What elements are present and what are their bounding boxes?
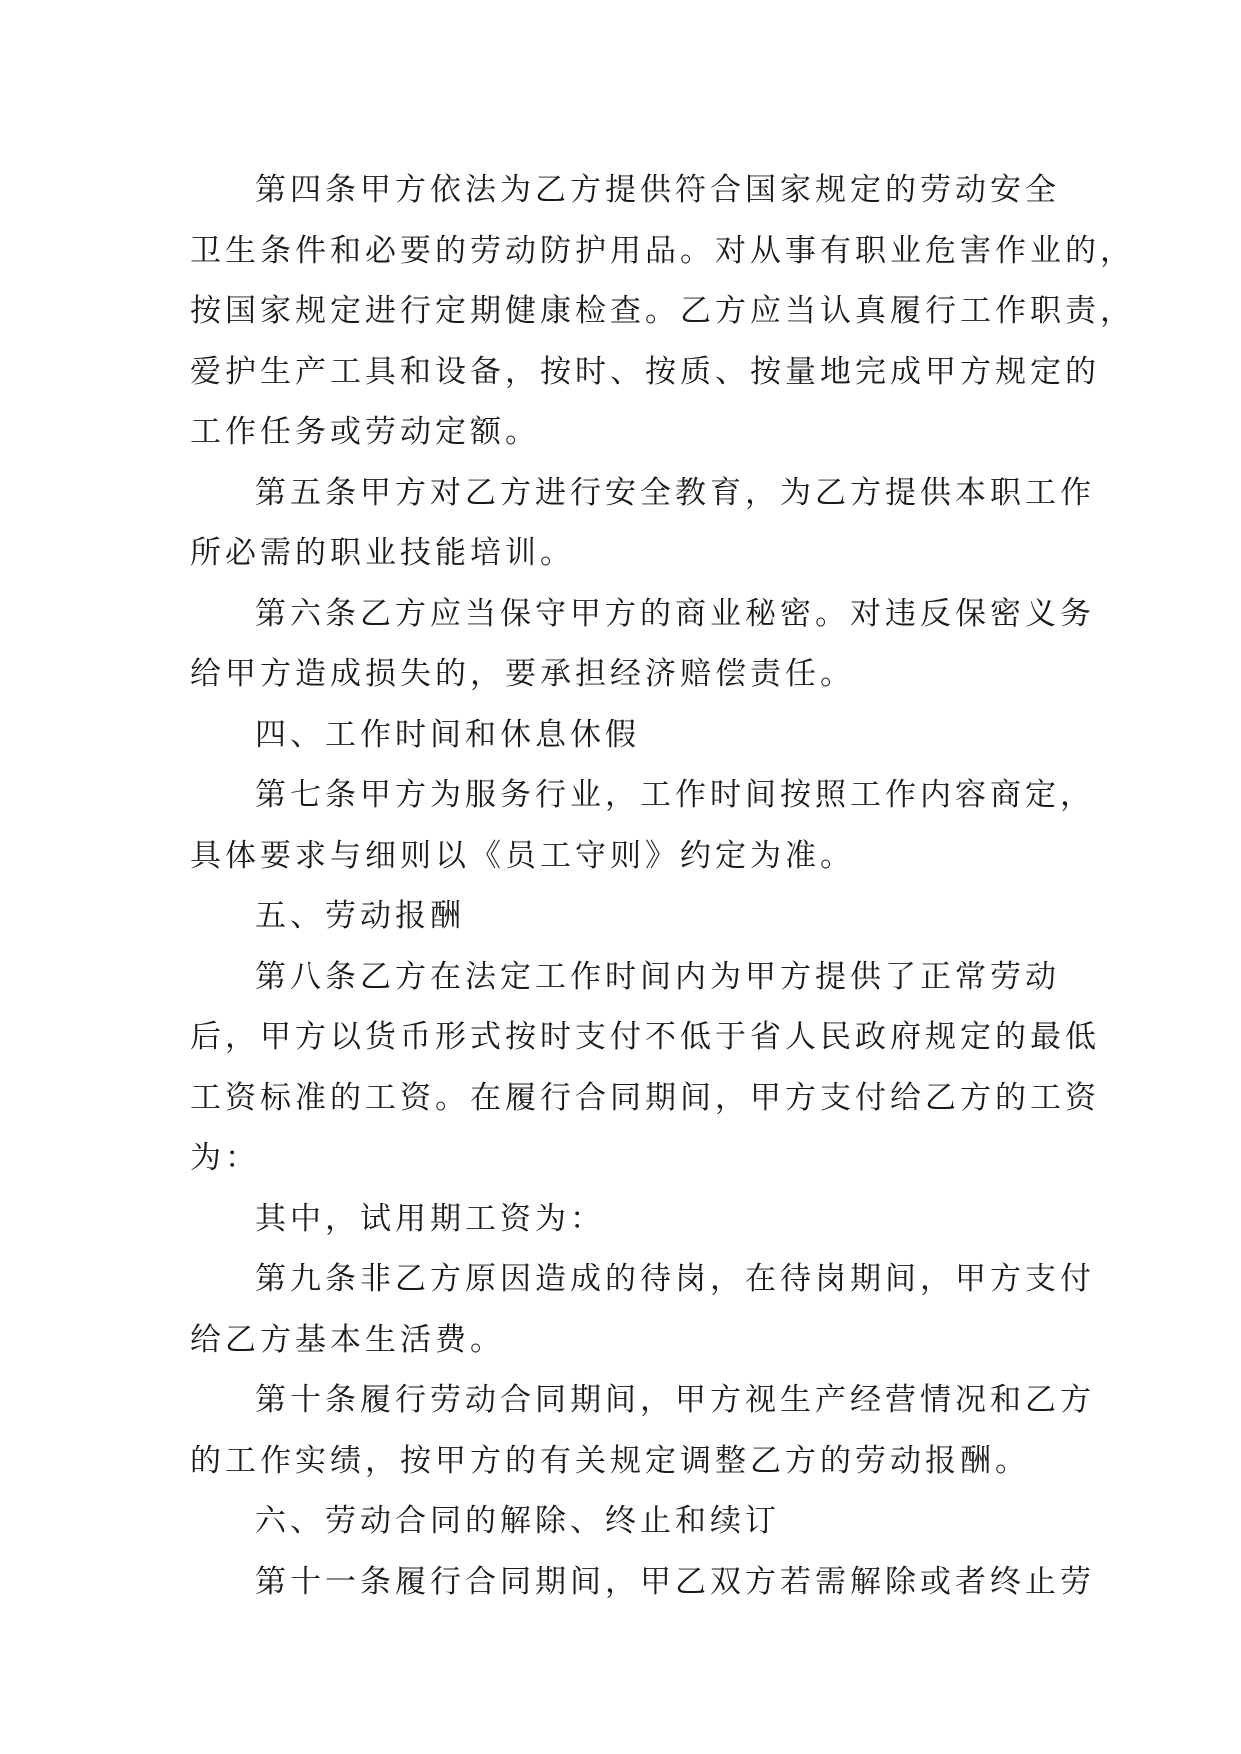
article-9-line-1: 第九条非乙方原因造成的待岗，在待岗期间，甲方支付 — [255, 1261, 1095, 1297]
article-7-line-1: 第七条甲方为服务行业，工作时间按照工作内容商定， — [255, 777, 1095, 813]
article-11-line-1: 第十一条履行合同期间，甲乙双方若需解除或者终止劳 — [255, 1563, 1095, 1600]
section-5-heading: 五、劳动报酬 — [255, 898, 465, 934]
article-8-line-1: 第八条乙方在法定工作时间内为甲方提供了正常劳动 — [255, 958, 1060, 995]
article-4-line-1: 第四条甲方依法为乙方提供符合国家规定的劳动安全 — [255, 172, 1060, 208]
document-body — [190, 160, 1135, 1612]
article-6-line-1: 第六条乙方应当保守甲方的商业秘密。对违反保密义务 — [255, 595, 1095, 632]
article-10-line-1: 第十条履行劳动合同期间，甲方视生产经营情况和乙方 — [255, 1382, 1095, 1418]
section-4-heading: 四、工作时间和休息休假 — [255, 716, 640, 753]
article-8-line-2: 后，甲方以货币形式按时支付不低于省人民政府规定的最低 — [190, 1019, 1100, 1055]
article-10-line-2: 的工作实绩，按甲方的有关规定调整乙方的劳动报酬。 — [190, 1442, 1030, 1479]
article-8-line-3: 工资标准的工资。在履行合同期间，甲方支付给乙方的工资 — [190, 1079, 1100, 1116]
article-4-line-5: 工作任务或劳动定额。 — [190, 414, 540, 450]
section-6-heading: 六、劳动合同的解除、终止和续订 — [255, 1503, 780, 1539]
article-5-line-1: 第五条甲方对乙方进行安全教育，为乙方提供本职工作 — [255, 474, 1095, 511]
article-6-line-2: 给甲方造成损失的，要承担经济赔偿责任。 — [190, 656, 855, 692]
article-4-line-4: 爱护生产工具和设备，按时、按质、按量地完成甲方规定的 — [190, 353, 1100, 390]
article-9-line-2: 给乙方基本生活费。 — [190, 1321, 505, 1358]
probation-wage-line: 其中，试用期工资为： — [255, 1200, 605, 1237]
article-8-line-4: 为： — [190, 1140, 260, 1176]
article-4-line-3: 按国家规定进行定期健康检查。乙方应当认真履行工作职责， — [190, 293, 1135, 329]
article-4-line-2: 卫生条件和必要的劳动防护用品。对从事有职业危害作业的， — [190, 232, 1135, 269]
article-7-line-2: 具体要求与细则以《员工守则》约定为准。 — [190, 837, 855, 874]
article-5-line-2: 所必需的职业技能培训。 — [190, 535, 575, 571]
